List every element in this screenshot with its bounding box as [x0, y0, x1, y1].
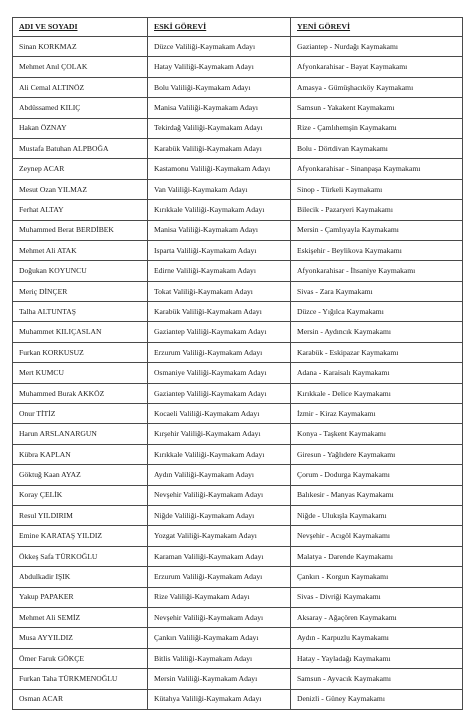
cell-name: Hakan ÖZNAY	[13, 118, 148, 138]
cell-new-position: Sivas - Divriği Kaymakamı	[291, 587, 463, 607]
cell-new-position: Samsun - Ayvacık Kaymakamı	[291, 669, 463, 689]
cell-old-position: Kastamonu Valiliği-Kaymakam Adayı	[148, 159, 291, 179]
cell-name: Meriç DİNÇER	[13, 281, 148, 301]
table-row	[13, 363, 463, 383]
cell-name: Furkan KORKUSUZ	[13, 342, 148, 362]
table-row	[13, 648, 463, 668]
cell-new-position: Rize - Çamlıhemşin Kaymakamı	[291, 118, 463, 138]
cell-old-position: Kırıkkale Valiliği-Kaymakam Adayı	[148, 444, 291, 464]
cell-old-position: Niğde Valiliği-Kaymakam Adayı	[148, 505, 291, 525]
cell-name: Furkan Taha TÜRKMENOĞLU	[13, 669, 148, 689]
cell-old-position: Tokat Valiliği-Kaymakam Adayı	[148, 281, 291, 301]
cell-new-position: Niğde - Ulukışla Kaymakamı	[291, 505, 463, 525]
cell-name: Kübra KAPLAN	[13, 444, 148, 464]
table-row	[13, 444, 463, 464]
cell-old-position: Van Valiliği-Kaymakam Adayı	[148, 179, 291, 199]
cell-old-position: Kütahya Valiliği-Kaymakam Adayı	[148, 689, 291, 709]
table-row	[13, 302, 463, 322]
table-row	[13, 485, 463, 505]
cell-old-position: Kırşehir Valiliği-Kaymakam Adayı	[148, 424, 291, 444]
cell-old-position: Nevşehir Valiliği-Kaymakam Adayı	[148, 485, 291, 505]
table-row	[13, 424, 463, 444]
cell-old-position: Aydın Valiliği-Kaymakam Adayı	[148, 465, 291, 485]
table-row	[13, 546, 463, 566]
cell-name: Muhammed Burak AKKÖZ	[13, 383, 148, 403]
table-row	[13, 342, 463, 362]
cell-name: Koray ÇELİK	[13, 485, 148, 505]
cell-old-position: Karabük Valiliği-Kaymakam Adayı	[148, 138, 291, 158]
cell-old-position: Gaziantep Valiliği-Kaymakam Adayı	[148, 322, 291, 342]
cell-old-position: Bitlis Valiliği-Kaymakam Adayı	[148, 648, 291, 668]
cell-name: Resul YILDIRIM	[13, 505, 148, 525]
table-row	[13, 587, 463, 607]
cell-old-position: Erzurum Valiliği-Kaymakam Adayı	[148, 342, 291, 362]
cell-new-position: Bolu - Dörtdivan Kaymakamı	[291, 138, 463, 158]
cell-new-position: Afyonkarahisar - İhsaniye Kaymakamı	[291, 261, 463, 281]
cell-new-position: Hatay - Yayladağı Kaymakamı	[291, 648, 463, 668]
cell-old-position: Mersin Valiliği-Kaymakam Adayı	[148, 669, 291, 689]
cell-name: Ökkeş Safa TÜRKOĞLU	[13, 546, 148, 566]
cell-new-position: Afyonkarahisar - Sinanpaşa Kaymakamı	[291, 159, 463, 179]
cell-name: Talha ALTUNTAŞ	[13, 302, 148, 322]
cell-new-position: Nevşehir - Acıgöl Kaymakamı	[291, 526, 463, 546]
table-row	[13, 526, 463, 546]
cell-new-position: Mersin - Aydıncık Kaymakamı	[291, 322, 463, 342]
cell-new-position: Giresun - Yağlıdere Kaymakamı	[291, 444, 463, 464]
table-row	[13, 57, 463, 77]
table-row	[13, 179, 463, 199]
cell-name: Yakup PAPAKER	[13, 587, 148, 607]
cell-old-position: Gaziantep Valiliği-Kaymakam Adayı	[148, 383, 291, 403]
table-row	[13, 322, 463, 342]
table-row	[13, 404, 463, 424]
table-row	[13, 138, 463, 158]
cell-old-position: Bolu Valiliği-Kaymakam Adayı	[148, 77, 291, 97]
document-page	[12, 17, 462, 710]
table-body	[13, 37, 463, 710]
cell-old-position: Karabük Valiliği-Kaymakam Adayı	[148, 302, 291, 322]
cell-old-position: Nevşehir Valiliği-Kaymakam Adayı	[148, 607, 291, 627]
cell-name: Mustafa Batuhan ALPBOĞA	[13, 138, 148, 158]
cell-old-position: Karaman Valiliği-Kaymakam Adayı	[148, 546, 291, 566]
cell-name: Abdulkadir IŞIK	[13, 567, 148, 587]
cell-old-position: Osmaniye Valiliği-Kaymakam Adayı	[148, 363, 291, 383]
appointment-table	[12, 17, 463, 710]
cell-new-position: Amasya - Gümüşhacıköy Kaymakamı	[291, 77, 463, 97]
table-row	[13, 98, 463, 118]
table-row	[13, 281, 463, 301]
cell-new-position: Aksaray - Ağaçören Kaymakamı	[291, 607, 463, 627]
table-row	[13, 567, 463, 587]
table-row	[13, 118, 463, 138]
cell-old-position: Rize Valiliği-Kaymakam Adayı	[148, 587, 291, 607]
cell-name: Muhammed Berat BERDİBEK	[13, 220, 148, 240]
cell-name: Mehmet Ali SEMİZ	[13, 607, 148, 627]
cell-new-position: Gaziantep - Nurdağı Kaymakamı	[291, 37, 463, 57]
cell-new-position: Samsun - Yakakent Kaymakamı	[291, 98, 463, 118]
cell-name: Mehmet Anıl ÇOLAK	[13, 57, 148, 77]
cell-new-position: Kırıkkale - Delice Kaymakamı	[291, 383, 463, 403]
table-row	[13, 220, 463, 240]
cell-new-position: Sivas - Zara Kaymakamı	[291, 281, 463, 301]
cell-old-position: Edirne Valiliği-Kaymakam Adayı	[148, 261, 291, 281]
cell-new-position: Adana - Karaisalı Kaymakamı	[291, 363, 463, 383]
table-header-row	[13, 18, 463, 37]
cell-new-position: Konya - Taşkent Kaymakamı	[291, 424, 463, 444]
cell-name: Mesut Ozan YILMAZ	[13, 179, 148, 199]
table-row	[13, 465, 463, 485]
cell-new-position: Bilecik - Pazaryeri Kaymakamı	[291, 200, 463, 220]
cell-new-position: Aydın - Karpuzlu Kaymakamı	[291, 628, 463, 648]
cell-new-position: Afyonkarahisar - Bayat Kaymakamı	[291, 57, 463, 77]
cell-new-position: Sinop - Türkeli Kaymakamı	[291, 179, 463, 199]
cell-name: Ferhat ALTAY	[13, 200, 148, 220]
table-row	[13, 261, 463, 281]
cell-new-position: Balıkesir - Manyas Kaymakamı	[291, 485, 463, 505]
table-row	[13, 200, 463, 220]
cell-old-position: Çankırı Valiliği-Kaymakam Adayı	[148, 628, 291, 648]
cell-name: Osman ACAR	[13, 689, 148, 709]
cell-old-position: Manisa Valiliği-Kaymakam Adayı	[148, 220, 291, 240]
cell-old-position: Kırıkkale Valiliği-Kaymakam Adayı	[148, 200, 291, 220]
cell-name: Abdüssamed KILIÇ	[13, 98, 148, 118]
header-name: ADI VE SOYADI	[13, 18, 148, 37]
table-row	[13, 607, 463, 627]
cell-old-position: Isparta Valiliği-Kaymakam Adayı	[148, 240, 291, 260]
cell-old-position: Hatay Valiliği-Kaymakam Adayı	[148, 57, 291, 77]
cell-new-position: Karabük - Eskipazar Kaymakamı	[291, 342, 463, 362]
cell-old-position: Kocaeli Valiliği-Kaymakam Adayı	[148, 404, 291, 424]
cell-old-position: Erzurum Valiliği-Kaymakam Adayı	[148, 567, 291, 587]
cell-name: Doğukan KOYUNCU	[13, 261, 148, 281]
header-old-position: ESKİ GÖREVİ	[148, 18, 291, 37]
cell-name: Onur TİTİZ	[13, 404, 148, 424]
table-row	[13, 77, 463, 97]
table-row	[13, 505, 463, 525]
cell-new-position: Çankırı - Korgun Kaymakamı	[291, 567, 463, 587]
table-row	[13, 37, 463, 57]
cell-new-position: Düzce - Yığılca Kaymakamı	[291, 302, 463, 322]
cell-name: Musa AYYILDIZ	[13, 628, 148, 648]
cell-old-position: Manisa Valiliği-Kaymakam Adayı	[148, 98, 291, 118]
cell-name: Göktuğ Kaan AYAZ	[13, 465, 148, 485]
cell-name: Ömer Faruk GÖKÇE	[13, 648, 148, 668]
table-row	[13, 689, 463, 709]
cell-old-position: Düzce Valiliği-Kaymakam Adayı	[148, 37, 291, 57]
cell-old-position: Yozgat Valiliği-Kaymakam Adayı	[148, 526, 291, 546]
header-new-position: YENİ GÖREVİ	[291, 18, 463, 37]
cell-new-position: Malatya - Darende Kaymakamı	[291, 546, 463, 566]
table-row	[13, 159, 463, 179]
table-row	[13, 628, 463, 648]
cell-new-position: Mersin - Çamlıyayla Kaymakamı	[291, 220, 463, 240]
cell-name: Harun ARSLANARGUN	[13, 424, 148, 444]
cell-name: Ali Cemal ALTINÖZ	[13, 77, 148, 97]
cell-old-position: Tekirdağ Valiliği-Kaymakam Adayı	[148, 118, 291, 138]
cell-new-position: Çorum - Dodurga Kaymakamı	[291, 465, 463, 485]
cell-name: Sinan KORKMAZ	[13, 37, 148, 57]
cell-name: Emine KARATAŞ YILDIZ	[13, 526, 148, 546]
cell-name: Mert KUMCU	[13, 363, 148, 383]
table-row	[13, 240, 463, 260]
cell-name: Muhammet KILIÇASLAN	[13, 322, 148, 342]
cell-new-position: Denizli - Güney Kaymakamı	[291, 689, 463, 709]
cell-name: Zeynep ACAR	[13, 159, 148, 179]
cell-new-position: Eskişehir - Beylikova Kaymakamı	[291, 240, 463, 260]
cell-name: Mehmet Ali ATAK	[13, 240, 148, 260]
table-row	[13, 383, 463, 403]
cell-new-position: İzmir - Kiraz Kaymakamı	[291, 404, 463, 424]
table-row	[13, 669, 463, 689]
